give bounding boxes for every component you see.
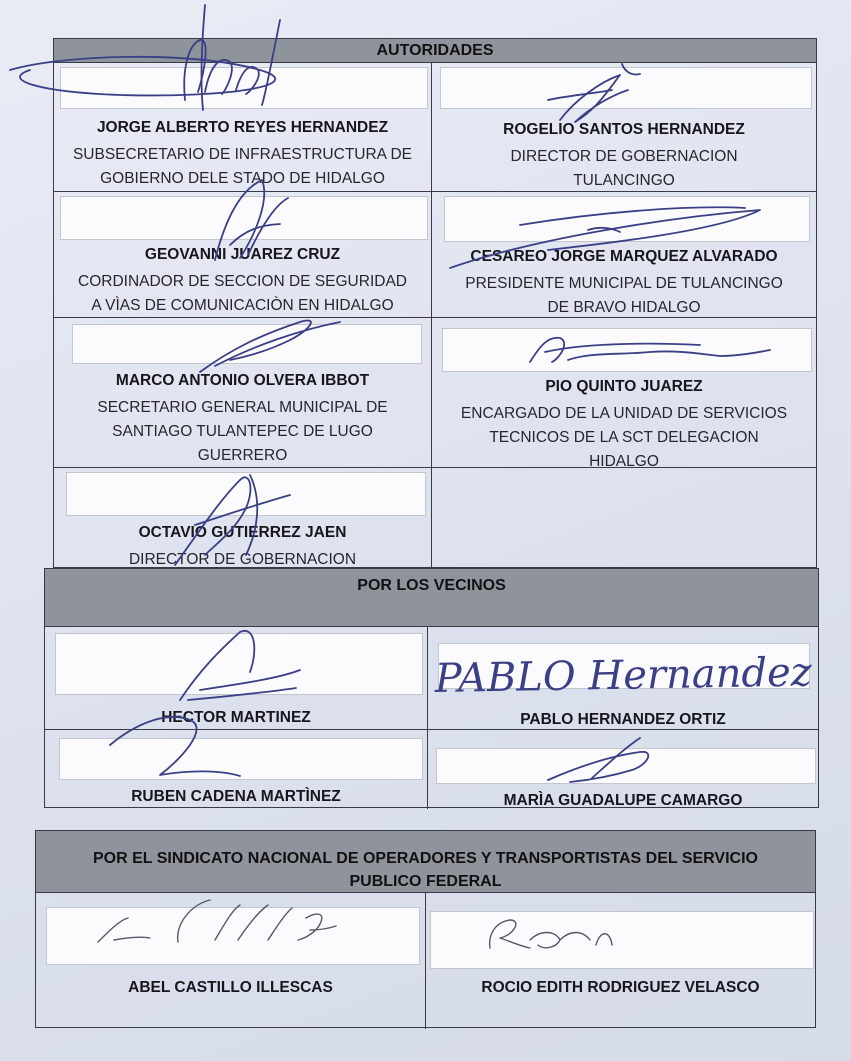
union-table [35, 830, 816, 1028]
signature-cell-pablo [428, 627, 818, 729]
signature-line [72, 324, 422, 364]
signature-cell-gutierrez [54, 468, 432, 569]
authorities-table [53, 38, 817, 568]
union-header-line: PUBLICO FEDERAL [349, 873, 502, 890]
signature-line [66, 472, 426, 516]
signatory-title-line: ENCARGADO DE LA UNIDAD DE SERVICIOS [460, 405, 788, 422]
signatory-title-line: A VÌAS DE COMUNICACIÒN EN HIDALGO [91, 297, 394, 314]
signatory-name: ROCIO EDITH RODRIGUEZ VELASCO [481, 979, 760, 996]
signature-cell-olvera [54, 318, 432, 467]
union-header [36, 831, 815, 893]
authorities-row-2 [54, 191, 816, 317]
empty-cell [432, 468, 816, 569]
signatory-title-line: GUERRERO [197, 447, 288, 464]
authorities-header: AUTORIDADES [54, 39, 816, 63]
signatory-name: MARCO ANTONIO OLVERA IBBOT [115, 372, 370, 389]
signatory-title-line: HIDALGO [589, 453, 659, 470]
signature-line [444, 196, 810, 242]
signatory-title-line: PRESIDENTE MUNICIPAL DE TULANCINGO [465, 275, 783, 292]
authorities-row-1 [54, 63, 816, 191]
signature-line [46, 907, 420, 965]
union-header-line: POR EL SINDICATO NACIONAL DE OPERADORES Y TRANSPORTISTAS DEL SERVICIO [93, 850, 758, 867]
signature-cell-camargo [428, 730, 818, 809]
signatory-name: HECTOR MARTINEZ [161, 709, 311, 726]
union-row [36, 893, 815, 1029]
signature-cell-juarez-cruz [54, 192, 432, 317]
signatory-name: CESAREO JORGE MARQUEZ ALVARADO [470, 248, 778, 265]
signature-cell-reyes [54, 63, 432, 191]
neighbors-row-2 [45, 729, 818, 809]
signatory-name: PABLO HERNANDEZ ORTIZ [520, 711, 726, 728]
signature-cell-santos [432, 63, 816, 191]
signature-line [442, 328, 812, 372]
signatory-name: GEOVANNI JUAREZ CRUZ [144, 246, 341, 263]
signature-line [60, 67, 428, 109]
signatory-title-line: SUBSECRETARIO DE INFRAESTRUCTURA DE [72, 146, 413, 163]
signature-cell-castillo [36, 893, 426, 1029]
signatory-title-line: CORDINADOR DE SECCION DE SEGURIDAD [78, 273, 407, 290]
authorities-row-4 [54, 467, 816, 569]
signatory-title-line: DIRECTOR DE GOBERNACION [510, 148, 738, 165]
signatory-name: RUBEN CADENA MARTÌNEZ [131, 788, 341, 805]
signatory-name: PIO QUINTO JUAREZ [545, 378, 703, 395]
signatory-title-line: DE BRAVO HIDALGO [547, 299, 701, 316]
signature-cell-ruben [45, 730, 428, 809]
signature-line [436, 748, 816, 784]
signatory-name: ABEL CASTILLO ILLESCAS [128, 979, 333, 996]
signature-cell-rodriguez [426, 893, 815, 1029]
signature-line [440, 67, 812, 109]
signature-cell-quinto [432, 318, 816, 470]
signature-cell-marquez [432, 192, 816, 317]
signatory-title-line: SANTIAGO TULANTEPEC DE LUGO [112, 423, 373, 440]
signatory-name: MARÌA GUADALUPE CAMARGO [503, 792, 743, 809]
neighbors-row-1 [45, 627, 818, 729]
signatory-name: OCTAVIO GUTIERREZ JAEN [138, 524, 347, 541]
signatory-name: ROGELIO SANTOS HERNANDEZ [503, 121, 745, 138]
handwritten-pablo-signature: PABLO Hernandez [434, 649, 813, 702]
signature-line [59, 738, 423, 780]
signature-cell-hector [45, 627, 428, 729]
signature-line [55, 633, 423, 695]
signatory-title-line: SECRETARIO GENERAL MUNICIPAL DE [97, 399, 388, 416]
signature-line [438, 643, 810, 689]
authorities-row-3 [54, 317, 816, 470]
signatory-title-line: DIRECTOR DE GOBERNACION [128, 551, 357, 568]
signatory-name: JORGE ALBERTO REYES HERNANDEZ [96, 119, 389, 136]
neighbors-table [44, 568, 819, 808]
signatory-title-line: TULANCINGO [573, 172, 675, 189]
signatory-title-line: GOBIERNO DELE STADO DE HIDALGO [100, 170, 385, 187]
signature-line [60, 196, 428, 240]
signatory-title-line: TECNICOS DE LA SCT DELEGACION [489, 429, 759, 446]
neighbors-header: POR LOS VECINOS [45, 569, 818, 627]
signature-line [430, 911, 814, 969]
